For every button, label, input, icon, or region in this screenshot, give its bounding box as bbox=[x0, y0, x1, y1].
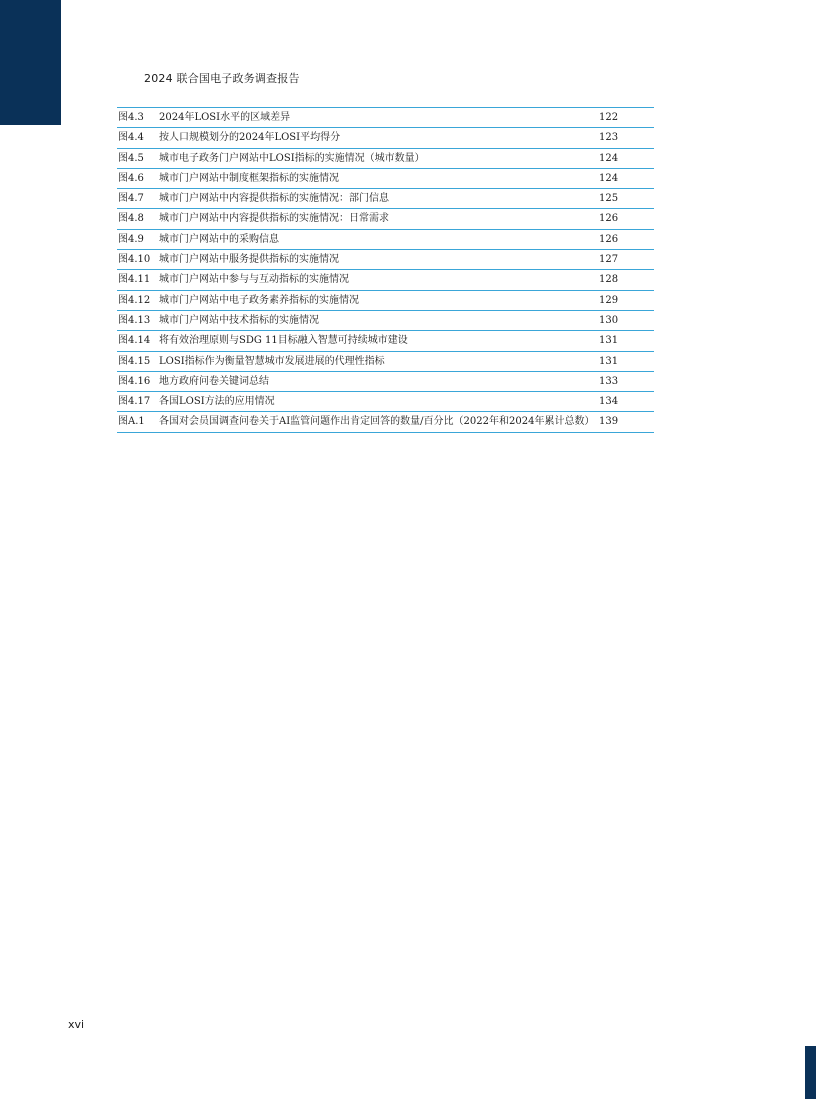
figure-number: 图4.15 bbox=[118, 355, 151, 367]
page-number: 124 bbox=[599, 172, 619, 184]
figure-title: 城市电子政务门户网站中LOSI指标的实施情况（城市数量） bbox=[159, 152, 425, 164]
figure-number: 图4.11 bbox=[118, 274, 151, 286]
toc-row[interactable] bbox=[117, 372, 654, 392]
page-number: 133 bbox=[599, 375, 619, 387]
toc-row[interactable] bbox=[117, 270, 654, 290]
toc-row[interactable] bbox=[117, 412, 654, 432]
page-number: 124 bbox=[599, 152, 619, 164]
toc-row[interactable] bbox=[117, 311, 654, 331]
figure-list-table bbox=[117, 107, 654, 433]
figure-number: 图A.1 bbox=[118, 416, 145, 428]
page-number: 127 bbox=[599, 254, 619, 266]
toc-row[interactable] bbox=[117, 108, 654, 128]
figure-title: 2024年LOSI水平的区域差异 bbox=[159, 112, 291, 123]
toc-row[interactable] bbox=[117, 291, 654, 311]
figure-number: 图4.8 bbox=[118, 213, 144, 225]
toc-row[interactable] bbox=[117, 331, 654, 351]
toc-row[interactable] bbox=[117, 189, 654, 209]
page-number: 126 bbox=[599, 233, 619, 245]
figure-number: 图4.13 bbox=[118, 314, 151, 326]
figure-number: 图4.10 bbox=[118, 254, 151, 266]
corner-color-block bbox=[0, 0, 61, 125]
toc-row[interactable] bbox=[117, 392, 654, 412]
figure-title: 城市门户网站中制度框架指标的实施情况 bbox=[159, 172, 339, 184]
figure-title: 各国LOSI方法的应用情况 bbox=[159, 396, 275, 408]
page-number: 126 bbox=[599, 213, 619, 225]
figure-title: 城市门户网站中内容提供指标的实施情况：部门信息 bbox=[159, 193, 389, 205]
figure-title: 城市门户网站中技术指标的实施情况 bbox=[159, 314, 319, 326]
figure-number: 图4.5 bbox=[118, 152, 144, 164]
figure-number: 图4.17 bbox=[118, 396, 151, 408]
page-number: 123 bbox=[599, 132, 619, 144]
figure-title: 城市门户网站中内容提供指标的实施情况：日常需求 bbox=[159, 213, 389, 225]
figure-number: 图4.9 bbox=[118, 233, 144, 245]
toc-row[interactable] bbox=[117, 230, 654, 250]
figure-title: 按人口规模划分的2024年LOSI平均得分 bbox=[159, 132, 341, 144]
figure-number: 图4.12 bbox=[118, 294, 151, 306]
chapter-edge-tab bbox=[805, 1046, 816, 1099]
page-number: 129 bbox=[599, 294, 619, 306]
page-number: 139 bbox=[599, 416, 619, 428]
toc-row[interactable] bbox=[117, 250, 654, 270]
running-header: 2024 联合国电子政务调查报告 bbox=[144, 72, 300, 85]
page-number: 130 bbox=[599, 314, 619, 326]
page-number: 122 bbox=[599, 112, 619, 123]
figure-number: 图4.3 bbox=[118, 112, 144, 123]
page-number: 125 bbox=[599, 193, 619, 205]
figure-title: 城市门户网站中参与与互动指标的实施情况 bbox=[159, 274, 349, 286]
figure-number: 图4.16 bbox=[118, 375, 151, 387]
figure-number: 图4.14 bbox=[118, 335, 151, 347]
figure-title: 城市门户网站中电子政务素养指标的实施情况 bbox=[159, 294, 359, 306]
figure-title: 城市门户网站中的采购信息 bbox=[159, 233, 279, 245]
figure-number: 图4.6 bbox=[118, 172, 144, 184]
toc-row[interactable] bbox=[117, 352, 654, 372]
toc-row[interactable] bbox=[117, 128, 654, 148]
figure-number: 图4.4 bbox=[118, 132, 144, 144]
figure-title: 将有效治理原则与SDG 11目标融入智慧可持续城市建设 bbox=[159, 335, 408, 347]
page-number: 131 bbox=[599, 335, 619, 347]
figure-title: 城市门户网站中服务提供指标的实施情况 bbox=[159, 254, 339, 266]
toc-row[interactable] bbox=[117, 209, 654, 229]
figure-title: 地方政府问卷关键词总结 bbox=[159, 375, 269, 387]
figure-number: 图4.7 bbox=[118, 193, 144, 205]
page-folio: xvi bbox=[68, 1018, 85, 1031]
page-number: 134 bbox=[599, 396, 619, 408]
figure-title: LOSI指标作为衡量智慧城市发展进展的代理性指标 bbox=[159, 355, 385, 367]
toc-row[interactable] bbox=[117, 149, 654, 169]
page-number: 128 bbox=[599, 274, 619, 286]
page-number: 131 bbox=[599, 355, 619, 367]
toc-row[interactable] bbox=[117, 169, 654, 189]
figure-title: 各国对会员国调查问卷关于AI监管问题作出肯定回答的数量/百分比（2022年和2024年累计总数） bbox=[159, 416, 595, 428]
